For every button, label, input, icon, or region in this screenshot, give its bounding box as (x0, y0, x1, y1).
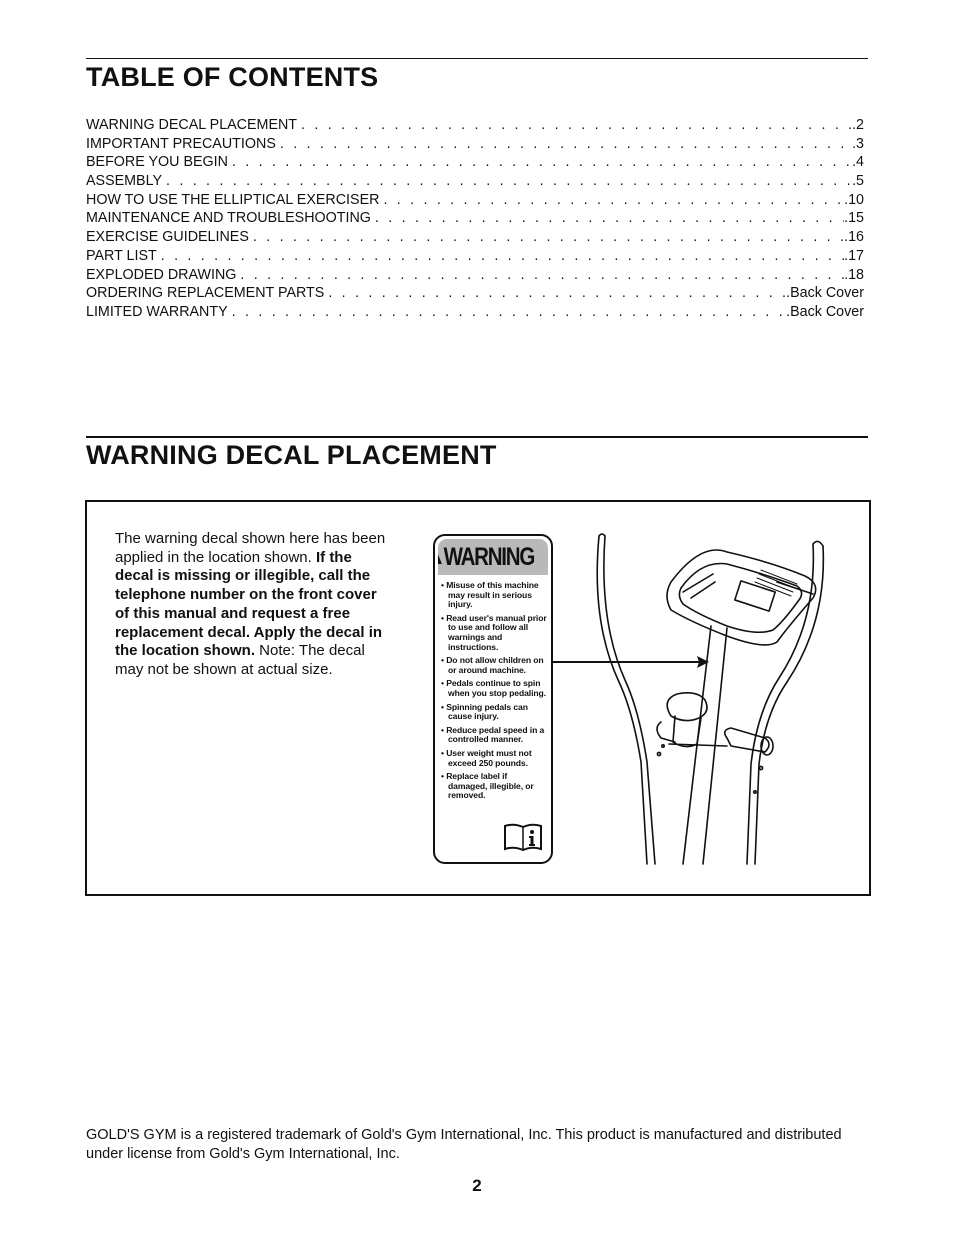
toc-dot-leader (301, 116, 852, 135)
warning-section-rule (86, 436, 868, 438)
trademark-notice: GOLD'S GYM is a registered trademark of Gold's Gym International, Inc. This product is manufactured and distributed under license from Gold's Gym International, Inc. (86, 1127, 842, 1162)
toc-entry-page: .15 (844, 210, 864, 227)
toc-entry-title: BEFORE YOU BEGIN (86, 154, 228, 171)
toc-entry-title: EXPLODED DRAWING (86, 266, 237, 283)
toc-entry (86, 172, 864, 191)
toc-dot-leader (166, 172, 852, 191)
toc-heading: TABLE OF CONTENTS (86, 62, 379, 92)
warning-item: • Replace label if damaged, illegible, or removed. (441, 772, 548, 801)
toc-entry-title: PART LIST (86, 247, 157, 264)
decal-text-intro: The warning decal shown here has been applied in the location shown. (115, 530, 386, 566)
toc-entry (86, 135, 864, 154)
warning-decal-items (435, 581, 551, 801)
toc-entry-title: LIMITED WARRANTY (86, 303, 228, 320)
toc-entry (86, 303, 864, 322)
toc-entry-page: .2 (852, 117, 864, 133)
toc-entry-page: .5 (852, 173, 864, 190)
warning-decal-title (438, 543, 534, 572)
warning-item: • Read user's manual prior to use and follow all warnings and instructions. (441, 614, 548, 652)
warning-item: • User weight must not exceed 250 pounds. (441, 749, 548, 768)
warning-item: • Do not allow children on or around machine. (441, 656, 548, 675)
warning-item: • Pedals continue to spin when you stop pedaling. (441, 679, 548, 698)
toc-entry (86, 247, 864, 266)
toc-entry-page: .Back Cover (786, 285, 864, 302)
toc-entry (86, 116, 864, 135)
toc-entry-title: MAINTENANCE AND TROUBLESHOOTING (86, 210, 371, 227)
warning-decal-header (438, 539, 548, 575)
toc-dot-leader (375, 209, 844, 228)
toc-entry (86, 191, 864, 210)
warning-item: • Spinning pedals can cause injury. (441, 703, 548, 722)
toc-entry-page: .3 (852, 135, 864, 152)
toc-entry-page: .16 (844, 229, 864, 246)
toc-dot-leader (240, 266, 844, 285)
warning-word: WARNING (443, 542, 535, 571)
elliptical-machine-drawing (551, 532, 867, 868)
toc-dot-leader (232, 303, 786, 322)
decal-placement-box (85, 500, 871, 896)
toc-dot-leader (253, 228, 844, 247)
toc-dot-leader (383, 191, 844, 210)
toc-dot-leader (328, 284, 786, 303)
warning-item: • Misuse of this machine may result in serious injury. (441, 581, 548, 610)
toc-dot-leader (280, 135, 852, 154)
toc-entry-page: .4 (852, 154, 864, 171)
toc-entry-page: .17 (844, 247, 864, 264)
toc-entry-title: EXERCISE GUIDELINES (86, 229, 249, 246)
toc-entry (86, 228, 864, 247)
toc-entry (86, 153, 864, 172)
toc-entry-page: .18 (844, 266, 864, 283)
decal-location-arrow (551, 654, 711, 670)
toc-entry-page: .10 (844, 191, 864, 208)
decal-text-note: Note: The decal may not be shown at actual size. (115, 642, 365, 678)
toc-entry (86, 209, 864, 228)
manual-book-info-icon (503, 822, 543, 852)
table-of-contents (86, 116, 864, 322)
toc-entry (86, 284, 864, 303)
toc-entry-title: HOW TO USE THE ELLIPTICAL EXERCISER (86, 191, 380, 208)
decal-text-bold: If the decal is missing or illegible, call the telephone number on the front cover of this manual and request a free replacement decal. Apply the decal in the location shown. (115, 548, 383, 660)
toc-entry (86, 266, 864, 285)
decal-instructions (115, 530, 387, 680)
toc-dot-leader (161, 247, 844, 266)
toc-entry-title: ORDERING REPLACEMENT PARTS (86, 285, 325, 302)
toc-dot-leader (232, 153, 852, 172)
toc-entry-title: ASSEMBLY (86, 173, 163, 190)
toc-top-rule (86, 58, 868, 59)
warning-section-heading: WARNING DECAL PLACEMENT (86, 440, 497, 470)
toc-entry-title: IMPORTANT PRECAUTIONS (86, 135, 276, 152)
toc-entry-title: WARNING DECAL PLACEMENT (86, 117, 298, 133)
toc-entry-page: .Back Cover (786, 303, 864, 320)
warning-item: • Reduce pedal speed in a controlled manner. (441, 726, 548, 745)
alert-triangle-icon (438, 547, 443, 565)
warning-decal (433, 534, 553, 864)
page-number: 2 (472, 1176, 482, 1195)
